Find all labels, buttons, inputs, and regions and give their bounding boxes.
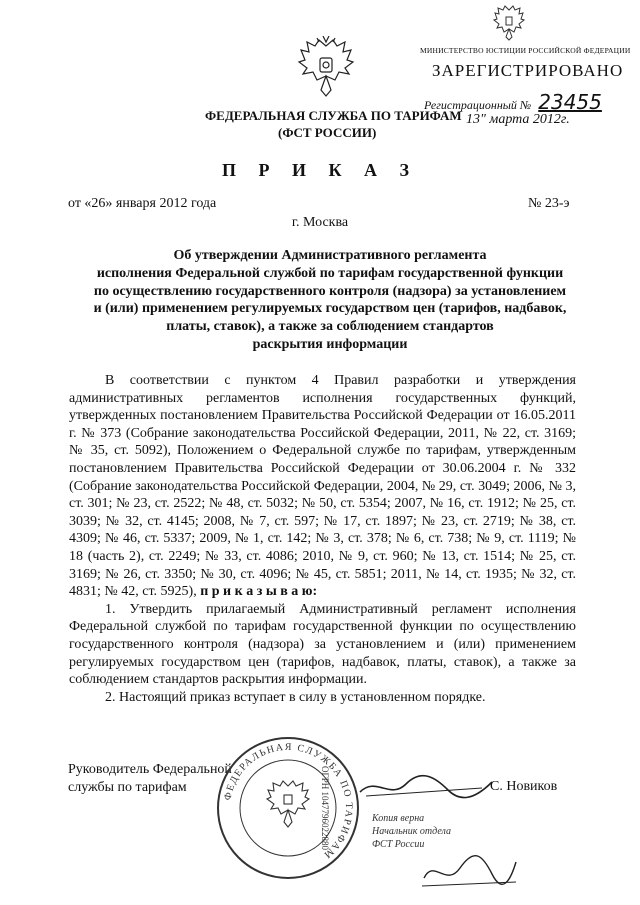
document-city: г. Москва [291,215,349,230]
heading-line: раскрытия информации [252,336,408,352]
handwritten-signature [356,770,496,810]
copy-signature [420,848,520,892]
double-headed-eagle-emblem [297,36,355,100]
agency-abbreviation: (ФСТ РОССИИ) [278,125,377,140]
stamp-reg-number: 23455 [538,90,602,114]
heading-line: исполнения Федеральной службой по тарифам государственной функции [96,265,564,281]
stamp-registration-line [424,90,602,114]
preamble-paragraph [69,372,576,601]
heading-line: Об утверждении Административного регламента [173,248,487,263]
seal-eagle-icon [267,781,309,827]
document-type: П Р И К А З [221,160,419,180]
signer-title [68,761,232,797]
signer-name: С. Новиков [490,779,558,794]
heading-line: по осуществлению государственного контроля (надзора) за установлением [93,283,567,299]
copy-stamp-line: Начальник отдела [372,826,451,837]
official-round-seal [214,734,362,882]
stamp-emblem-icon [493,4,525,42]
document-number: № 23-э [528,196,570,211]
stamp-ministry: МИНИСТЕРСТВО ЮСТИЦИИ РОССИЙСКОЙ ФЕДЕРАЦИИ [420,46,631,55]
order-item: 1. Утвердить прилагаемый Административный регламент исполнения Федеральной службой по тарифам государственной функции по осуществлению государственного контроля (надзора) за установлением и (или) применением регулируемых государством цен (тарифов, надбавок, платы, ставок), а также за соблюдением стандартов раскрытия информации. [69,601,576,688]
preamble-text: В соответствии с пунктом 4 Правил разработки и утверждения административных регламентов исполнения государственных функций, утвержденных постановлением Правительства Российской Федерации от 16.05.2011 г. № 373 (Собрание законодательства Российской Федерации, 2011, № 22, ст. 3169; № 35, ст. 5092), Положением о Федеральной службе по тарифам, утвержденным постановлением Правительства Российской Федерации от 30.06.2004 г. № 332 (Собрание законодательства Российской Федерации, 2004, № 29, ст. 3049; 2006, № 3, ст. 301; № 23, ст. 2522; № 48, ст. 5032; № 50, ст. 5354; 2007, № 16, ст. 1912; № 25, ст. 3039; № 32, ст. 4145; 2008, № 7, ст. 597; № 17, ст. 1897; № 23, ст. 2719; № 38, ст. 4309; № 46, ст. 5337; 2009, № 1, ст. 142; № 3, ст. 378; № 6, ст. 738; № 9, ст. 1119; № 18 (часть 2), ст. 2249; № 33, ст. 4086; 2010, № 9, ст. 960; № 13, ст. 1514; № 25, ст. 3169; № 26, ст. 3350; № 30, ст. 4096; № 45, ст. 5851; 2011, № 14, ст. 1935; № 32, ст. 4831; № 42, ст. 5925), [69,373,576,600]
document-body [69,372,576,706]
agency-name: ФЕДЕРАЛЬНАЯ СЛУЖБА ПО ТАРИФАМ [205,108,462,123]
heading-line: платы, ставок), а также за соблюдением стандартов [166,319,494,335]
seal-ogrn: ОГРН 1047796022880 [320,766,330,850]
heading-line: и (или) применением регулируемых государством цен (тарифов, надбавок, [93,301,567,317]
stamp-status: ЗАРЕГИСТРИРОВАНО [432,61,624,80]
order-item: 2. Настоящий приказ вступает в силу в установленном порядке. [105,689,486,705]
order-word: п р и к а з ы в а ю: [200,584,318,600]
stamp-reg-label: Регистрационный № [424,98,532,112]
document-heading [60,247,600,354]
registration-stamp [418,2,631,130]
signer-title-line: Руководитель Федеральной [68,762,232,777]
document-date: от «26» января 2012 года [68,196,217,211]
copy-stamp-line: Копия верна [372,813,425,824]
signer-title-line: службы по тарифам [68,780,187,795]
copy-certification-stamp [372,812,451,851]
copy-stamp-line: ФСТ России [372,839,425,850]
seal-ring-text: ФЕДЕРАЛЬНАЯ СЛУЖБА ПО ТАРИФАМ [222,741,355,861]
stamp-reg-date: 13" марта 2012г. [466,112,570,127]
